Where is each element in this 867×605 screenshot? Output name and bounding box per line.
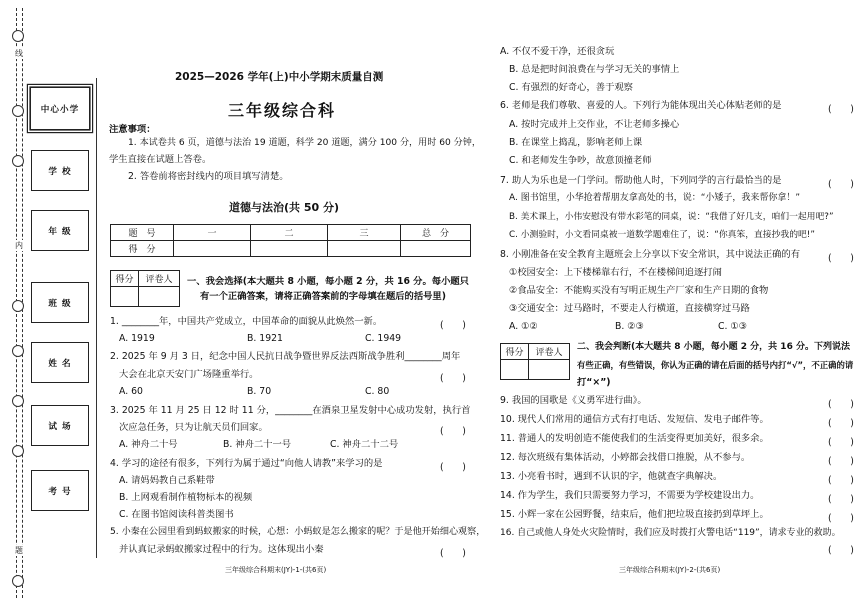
answer-paren[interactable]: ( ) — [440, 320, 466, 331]
answer-paren[interactable]: ( ) — [828, 475, 854, 486]
grader-score-label: 得分 — [111, 271, 139, 287]
field-grade: 年 级 — [31, 210, 89, 251]
field-school: 学 校 — [31, 150, 89, 191]
part1-heading-cont: 有一个正确答案，请将正确答案前的字母填在题后的括号里) — [200, 291, 446, 302]
option: ③交通安全：过马路时，不要走人行横道，直接横穿过马路 — [509, 303, 750, 314]
option: C. 和老师发生争吵，故意顶撞老师 — [509, 155, 652, 166]
score-table-header: 二 — [251, 225, 328, 241]
score-cell[interactable] — [401, 241, 471, 257]
grader-box-1 — [110, 270, 180, 307]
section-title: 道德与法治(共 50 分) — [229, 201, 340, 214]
binding-hole — [12, 105, 24, 117]
notes-item-1: 1. 本试卷共 6 页，道德与法治 19 道题，科学 20 道题，满分 100 分，用时 60 分钟， — [128, 138, 481, 148]
question-7: 7. 助人为乐也是一门学问。帮助他人时，下列同学的言行最恰当的是 — [500, 175, 782, 186]
answer-paren[interactable]: ( ) — [828, 513, 854, 524]
answer-paren[interactable]: ( ) — [828, 399, 854, 410]
answer-paren[interactable]: ( ) — [828, 437, 854, 448]
field-exam-number: 考 号 — [31, 470, 89, 511]
page-footer-right: 三年级综合科期末(JY)-2-(共6页) — [619, 566, 721, 574]
binding-hole — [12, 345, 24, 357]
question-8: 8. 小刚准备在安全教育主题班会上分享以下安全常识，其中说法正确的有 — [500, 249, 801, 260]
score-cell[interactable] — [328, 241, 401, 257]
question-2: 2. 2025 年 9 月 3 日，纪念中国人民抗日战争暨世界反法西斯战争胜利________周年 — [110, 351, 461, 362]
part2-heading-cont: 有些正确，有些错误，你认为正确的请在后面的括号内打“√”，不正确的请 — [577, 360, 854, 370]
field-name: 姓 名 — [31, 342, 89, 383]
score-cell[interactable] — [174, 241, 251, 257]
option: C. 1949 — [365, 333, 402, 344]
grader-name-label: 评卷人 — [138, 271, 179, 287]
score-table-header: 题 号 — [111, 225, 174, 241]
grader-name-label: 评卷人 — [528, 344, 569, 360]
binding-hole — [12, 155, 24, 167]
grader-name-cell[interactable] — [138, 287, 179, 307]
judge-item-12: 12. 每次班级有集体活动，小婷都会找借口推脱，从不参与。 — [500, 452, 751, 463]
judge-item-11: 11. 普通人的发明创造不能使我们的生活变得更加美好，很多余。 — [500, 433, 769, 444]
judge-item-10: 10. 现代人们常用的通信方式有打电话、发短信、发电子邮件等。 — [500, 414, 769, 425]
option: A. ①② — [509, 321, 538, 332]
option: B. ②③ — [615, 321, 644, 332]
exam-year-title: 2025—2026 学年(上)中小学期末质量自测 — [175, 71, 384, 83]
option: A. 按时完成并上交作业，不让老师多操心 — [509, 119, 680, 130]
score-cell[interactable] — [251, 241, 328, 257]
score-table-header: 三 — [328, 225, 401, 241]
binding-hole — [12, 445, 24, 457]
grader-score-label: 得分 — [501, 344, 529, 360]
answer-paren[interactable]: ( ) — [440, 462, 466, 473]
question-4: 4. 学习的途径有很多，下列行为属于通过“向他人请教”来学习的是 — [110, 458, 383, 469]
option: A. 1919 — [119, 333, 155, 344]
answer-paren[interactable]: ( ) — [828, 418, 854, 429]
answer-paren[interactable]: ( ) — [828, 253, 854, 264]
question-3: 3. 2025 年 11 月 25 日 12 时 11 分，________在酒泉卫星发射中心成功发射，执行首 — [110, 405, 471, 416]
field-class: 班 级 — [31, 282, 89, 323]
option: B. 1921 — [247, 333, 283, 344]
option: A. 请妈妈教自己系鞋带 — [119, 475, 215, 486]
strip-divider — [96, 78, 97, 558]
option: C. 在图书馆阅读科普类图书 — [119, 509, 234, 520]
option: ①校园安全：上下楼梯靠右行，不在楼梯间追逐打闹 — [509, 267, 722, 278]
option: A. 不仅不爱干净，还很贪玩 — [500, 46, 615, 57]
answer-paren[interactable]: ( ) — [828, 179, 854, 190]
judge-item-13: 13. 小亮看书时，遇到不认识的字，他就查字典解决。 — [500, 471, 723, 482]
score-table-header: 总 分 — [401, 225, 471, 241]
judge-item-14: 14. 作为学生，我们只需要努力学习，不需要为学校建设出力。 — [500, 490, 760, 501]
answer-paren[interactable]: ( ) — [440, 548, 466, 559]
grader-score-cell[interactable] — [111, 287, 139, 307]
option: A. 图书馆里，小华抢着帮朋友拿高处的书，说：“小矮子，我来帮你拿！” — [509, 193, 801, 203]
answer-paren[interactable]: ( ) — [828, 545, 854, 556]
judge-item-9: 9. 我国的国歌是《义勇军进行曲》。 — [500, 395, 647, 406]
judge-item-15: 15. 小辉一家在公园野餐，结束后，他们把垃圾直接扔到草坪上。 — [500, 509, 769, 520]
answer-paren[interactable]: ( ) — [828, 494, 854, 505]
grader-score-cell[interactable] — [501, 360, 529, 380]
judge-item-16: 16. 自己或他人身处火灾险情时，我们应及时拨打火警电话“119”，请求专业的救助。 — [500, 528, 841, 538]
option: C. 小测验时，小文看同桌被一道数学题难住了，说：“你真笨，直接抄我的吧!” — [509, 230, 815, 240]
seal-char: 线 — [12, 48, 26, 59]
question-6: 6. 老师是我们尊敬、喜爱的人。下列行为能体现出关心体贴老师的是 — [500, 100, 782, 111]
question-2-cont: 大会在北京天安门广场隆重举行。 — [119, 369, 259, 380]
question-1: 1. ________年，中国共产党成立，中国革命的面貌从此焕然一新。 — [110, 316, 383, 327]
binding-hole — [12, 300, 24, 312]
seal-char: 内 — [12, 240, 26, 251]
option: C. ①③ — [718, 321, 748, 332]
score-table — [110, 224, 471, 257]
question-5: 5. 小秦在公园里看到蚂蚁搬家的时候，心想：小蚂蚁是怎么搬家的呢？于是他开始细心观察， — [110, 527, 486, 537]
option: C. 神舟二十二号 — [330, 439, 399, 450]
grader-name-cell[interactable] — [528, 360, 569, 380]
option: ②食品安全：不能购买没有写明正规生产厂家和生产日期的食物 — [509, 285, 769, 296]
question-3-cont: 次应急任务，只为让航天员们回家。 — [119, 422, 268, 433]
option: C. 有强烈的好奇心，善于观察 — [509, 82, 633, 93]
option: B. 神舟二十一号 — [223, 439, 292, 450]
option: A. 神舟二十号 — [119, 439, 178, 450]
option: B. 在课堂上捣乱，影响老师上课 — [509, 137, 643, 148]
notes-item-2: 2. 答卷前将密封线内的项目填写清楚。 — [128, 171, 289, 182]
option: C. 80 — [365, 386, 390, 397]
question-5-cont: 并认真记录蚂蚁搬家过程中的行为。这体现出小秦 — [119, 544, 324, 555]
score-table-label: 得 分 — [111, 241, 174, 257]
binding-hole — [12, 395, 24, 407]
seal-char: 题 — [12, 545, 26, 556]
answer-paren[interactable]: ( ) — [828, 104, 854, 115]
option: A. 60 — [119, 386, 143, 397]
answer-paren[interactable]: ( ) — [828, 456, 854, 467]
notes-heading: 注意事项： — [109, 124, 156, 135]
field-center-school: 中心小学 — [31, 88, 89, 129]
field-exam-room: 试 场 — [31, 405, 89, 446]
binding-hole — [12, 575, 24, 587]
part2-heading: 二、我会判断(本大题共 8 小题，每小题 2 分，共 16 分。下列说法 — [577, 342, 850, 352]
notes-item-1-cont: 学生直接在试题上答卷。 — [109, 154, 212, 165]
part2-heading-cont: 打“×”) — [577, 377, 611, 388]
option: B. 70 — [247, 386, 272, 397]
score-table-header: 一 — [174, 225, 251, 241]
option: B. 美术课上，小伟安慰没有带水彩笔的同桌，说：“我借了好几支，咱们一起用吧?” — [509, 212, 834, 222]
subject-title: 三年级综合科 — [228, 101, 337, 120]
option: B. 总是把时间浪费在与学习无关的事情上 — [509, 64, 680, 75]
answer-paren[interactable]: ( ) — [440, 373, 466, 384]
part1-heading: 一、我会选择(本大题共 8 小题，每小题 2 分，共 16 分。每小题只 — [187, 276, 469, 287]
grader-box-2 — [500, 343, 570, 380]
page-footer-left: 三年级综合科期末(JY)-1-(共6页) — [225, 566, 327, 574]
option: B. 上网观看制作植物标本的视频 — [119, 492, 253, 503]
answer-paren[interactable]: ( ) — [440, 426, 466, 437]
binding-hole — [12, 30, 24, 42]
